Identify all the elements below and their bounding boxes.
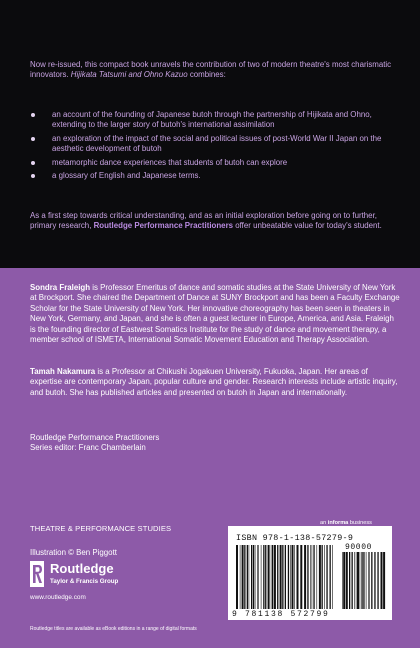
bullet-text: a glossary of English and Japanese terms.: [52, 171, 201, 181]
price-code: 90000: [345, 543, 373, 552]
author-bio-nakamura: [30, 367, 400, 398]
list-item: [30, 158, 396, 168]
price-barcode-bars: [342, 552, 386, 609]
isbn-barcode: [228, 526, 392, 620]
series-editor: Series editor: Franc Chamberlain: [30, 443, 146, 453]
author-name: Sondra Fraleigh: [30, 283, 91, 292]
blurb-outro-text: As a first step towards critical understanding, and as an initial exploration before going on to further, primary research,: [30, 211, 377, 231]
list-item: [30, 171, 396, 181]
list-item: [30, 134, 396, 155]
bullet-text: an exploration of the impact of the social and political issues of post-World War II Japan on the aesthetic development of butoh: [52, 133, 382, 154]
author-bio-text: is a Professor at Chikushi Jogakuen University, Fukuoka, Japan. Her areas of expertise are contemporary Japan, popular culture and gender. Research interests include artistic inquiry, and butoh. She has published articles and presented on butoh in Japan and internationally.: [30, 367, 398, 397]
informa-prefix: an: [320, 520, 328, 526]
bullet-dot-icon: [31, 137, 35, 141]
publisher-group: Taylor & Francis Group: [50, 578, 119, 585]
blurb-series-name: Routledge Performance Practitioners: [93, 221, 234, 231]
blurb-intro-title: Hijikata Tatsumi and Ohno Kazuo: [70, 70, 188, 80]
bullet-dot-icon: [31, 161, 35, 165]
publisher-logo: [30, 561, 160, 591]
list-item: [30, 110, 396, 131]
subject-category: THEATRE & PERFORMANCE STUDIES: [30, 524, 172, 533]
ean-barcode-bars: [236, 545, 336, 609]
author-bio-fraleigh: [30, 283, 400, 346]
bullet-dot-icon: [31, 174, 35, 178]
publisher-name: Routledge: [50, 561, 114, 576]
blurb-intro-end: combines:: [187, 70, 226, 80]
routledge-r-logo-icon: [30, 561, 44, 587]
bullet-dot-icon: [31, 113, 35, 117]
bullet-text: an account of the founding of Japanese butoh through the partnership of Hijikata and Ohno, extending to the larger story of butoh's international assimilation: [52, 110, 372, 130]
blurb-outro-end: offer unbeatable value for today's student.: [233, 221, 382, 231]
isbn-label: ISBN 978-1-138-57279-9: [236, 533, 354, 543]
informa-brand: informa: [327, 520, 349, 526]
illustration-credit: Illustration © Ben Piggott: [30, 548, 117, 557]
informa-suffix: business: [348, 520, 372, 526]
series-info: [30, 433, 330, 454]
ean-digits: 9 781138 572799: [232, 610, 330, 619]
author-bio-text: is Professor Emeritus of dance and somatic studies at the State University of New York at Brockport. She chaired the Department of Dance at SUNY Brockport and has been a Faculty Exchange Scholar for the State University of New York. Her innovative choreography has been seen in theaters in New York, Germany, and Japan, and she is often a guest lecturer in Europe, America, and Asia. Fraleigh is the founding director of Eastwest Somatics Institute for the study of dance and movement therapy, a member school of ISMETA, International Somatic Movement Education and Therapy Association.: [30, 283, 400, 345]
ebook-note: Routledge titles are available as eBook editions in a range of digital formats: [30, 626, 197, 632]
author-name: Tamah Nakamura: [30, 367, 96, 376]
series-name: Routledge Performance Practitioners: [30, 433, 160, 442]
blurb-bullet-list: [30, 110, 396, 185]
publisher-website: www.routledge.com: [30, 594, 86, 601]
blurb-outro: [30, 211, 396, 232]
blurb-intro: [30, 60, 396, 81]
blurb-intro-text: Now re-issued, this compact book unravels the contribution of two of modern theatre's most charismatic innovators.: [30, 60, 392, 80]
bullet-text: metamorphic dance experiences that students of butoh can explore: [52, 157, 288, 167]
